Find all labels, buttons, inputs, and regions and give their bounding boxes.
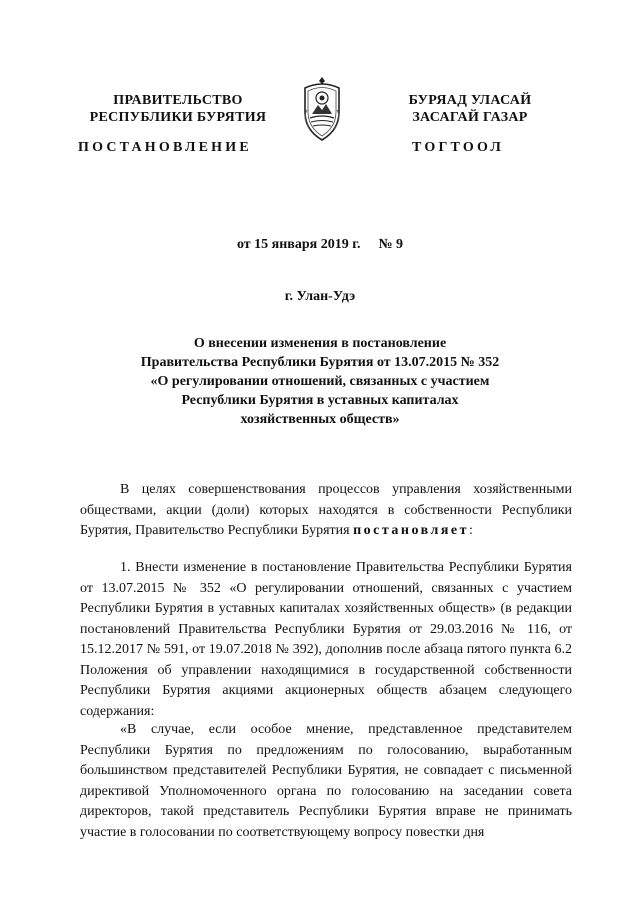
- header-org-ru: [78, 92, 278, 126]
- paragraph-item-1: [80, 558, 572, 722]
- doc-type-ru: ПОСТАНОВЛЕНИЕ: [78, 140, 252, 155]
- title-line-2: Правительства Республики Бурятия от 13.07.2015 № 352: [140, 355, 500, 370]
- item-1-text: 1. Внести изменение в постановление Правительства Республики Бурятия от 13.07.2015 № 352 «О регулировании отношений, связанных с участием Республики Бурятия в уставных капиталах хозяйственных обществ» (в редакции постановлений Правительства Республики Бурятия от 29.03.2016 № 116, от 15.12.2017 № 591, от 19.07.2018 № 392), дополнив после абзаца пятого пункта 6.2 Положения об управлении находящимися в государственной собственности Республики Бурятия акциями акционерных обществ абзацем следующего содержания:: [80, 560, 572, 719]
- header-org-bua: [370, 92, 570, 126]
- header-org-bua-line1: БУРЯАД УЛАСАЙ: [408, 93, 532, 108]
- document-city: г. Улан-Удэ: [284, 289, 356, 304]
- header-org-bua-line2: ЗАСАГАЙ ГАЗАР: [412, 110, 528, 125]
- header-org-ru-line1: ПРАВИТЕЛЬСТВО: [113, 93, 243, 108]
- quoted-addition-text: «В случае, если особое мнение, представленное представителем Республики Бурятия по предложениям по голосованию, выработанным большинством представителей Республики Бурятия, не совпадает с письменной директивой Уполномоченного органа по голосованию на заседании совета директоров, такой представитель Республики Бурятия вправе не принимать участие в голосовании по соответствующему вопросу повестки дня: [80, 722, 572, 840]
- title-line-5: хозяйственных обществ»: [240, 412, 400, 427]
- document-date: от 15 января 2019 г.: [236, 237, 361, 252]
- preamble-text: В целях совершенствования процессов управления хозяйственными обществами, акции (доли) которых находятся в собственности Республики Бурятия, Правительство Республики Бурятия: [80, 482, 572, 538]
- coat-of-arms-icon: [298, 74, 346, 144]
- paragraph-quoted-addition: [80, 720, 572, 843]
- doc-type-bua: ТОГТООЛ: [412, 140, 505, 155]
- document-title: [80, 334, 560, 429]
- title-line-4: Республики Бурятия в уставных капиталах: [181, 393, 459, 408]
- document-date-line: [0, 237, 640, 253]
- title-line-3: «О регулировании отношений, связанных с участием: [150, 374, 490, 389]
- paragraph-preamble: [80, 480, 572, 542]
- preamble-decree-word: постановляет: [353, 523, 470, 538]
- preamble-end: :: [469, 523, 473, 538]
- document-number: № 9: [378, 237, 404, 252]
- title-line-1: О внесении изменения в постановление: [193, 336, 447, 351]
- header-org-ru-line2: РЕСПУБЛИКИ БУРЯТИЯ: [89, 110, 267, 125]
